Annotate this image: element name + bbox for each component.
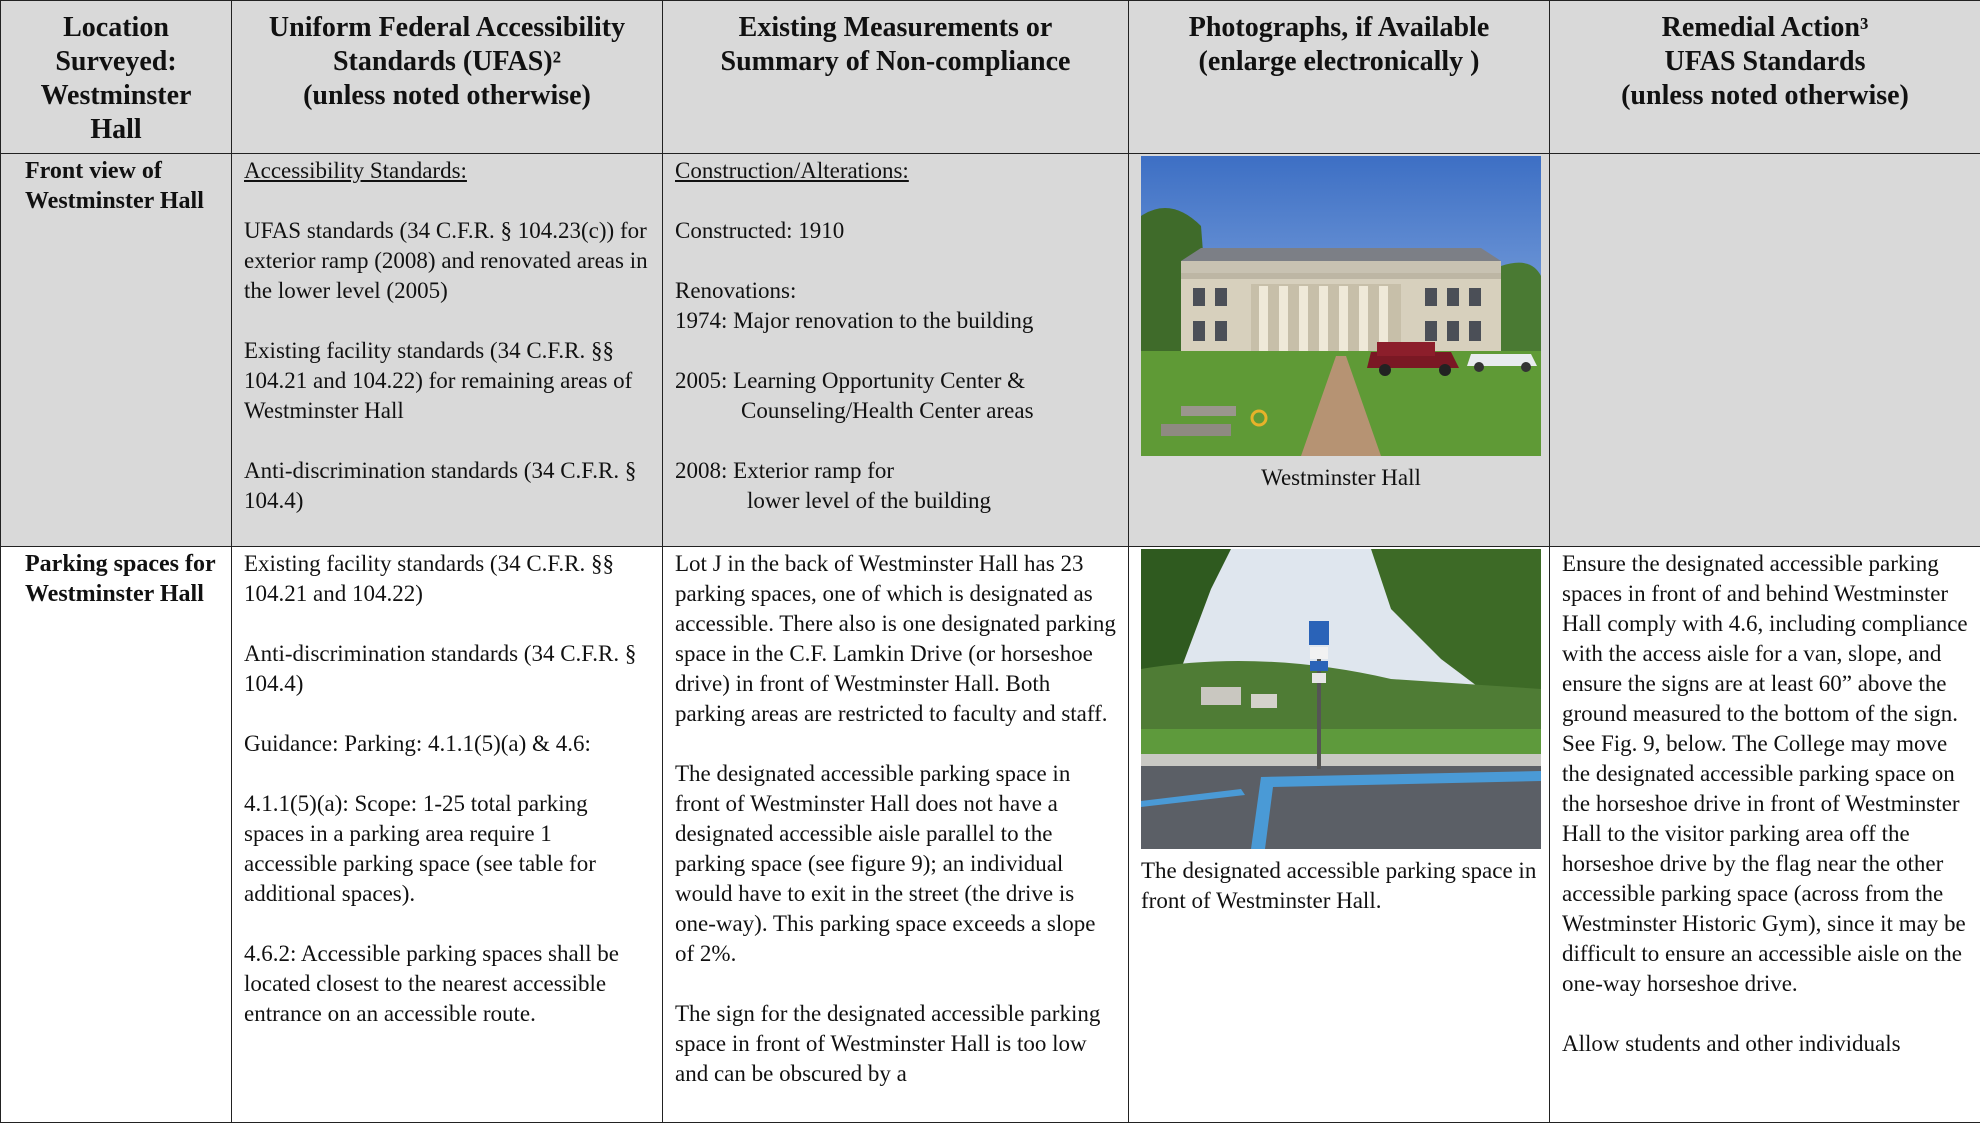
header-photographs <box>1129 1 1550 154</box>
photo-cell <box>1129 154 1550 547</box>
standards-paragraph: Existing facility standards (34 C.F.R. §§ 104.21 and 104.22) <box>244 549 650 609</box>
location-cell <box>1 547 232 1123</box>
renovation-2008: 2008: Exterior ramp for <box>675 456 1116 486</box>
header-line: Existing Measurements or <box>669 11 1122 45</box>
standards-paragraph: UFAS standards (34 C.F.R. § 104.23(c)) for exterior ramp (2008) and renovated areas in the lower level (2005) <box>244 216 650 306</box>
measurement-paragraph: The sign for the designated accessible parking space in front of Westminster Hall is too low and can be obscured by a <box>675 999 1116 1089</box>
measurements-cell <box>663 547 1129 1123</box>
header-line: Westminster <box>7 79 225 113</box>
renovation-2005-detail: Counseling/Health Center areas <box>675 396 1116 426</box>
constructed-year: Constructed: 1910 <box>675 216 1116 246</box>
remedial-paragraph: Allow students and other individuals <box>1562 1029 1968 1059</box>
standards-paragraph: Anti-discrimination standards (34 C.F.R. § 104.4) <box>244 639 650 699</box>
header-line: Photographs, if Available <box>1135 11 1543 45</box>
header-line: (unless noted otherwise) <box>1556 79 1974 113</box>
photo-caption: The designated accessible parking space in front of Westminster Hall. <box>1141 856 1541 916</box>
header-line: Location <box>7 11 225 45</box>
header-existing-measurements <box>663 1 1129 154</box>
construction-heading: Construction/Alterations: <box>675 156 1116 186</box>
header-location-surveyed <box>1 1 232 154</box>
standards-paragraph: Anti-discrimination standards (34 C.F.R. § 104.4) <box>244 456 650 516</box>
measurement-paragraph: The designated accessible parking space in front of Westminster Hall does not have a designated accessible aisle parallel to the parking space (see figure 9); an individual would have to exit in the street (the drive is one-way). This parking space exceeds a slope of 2%. <box>675 759 1116 969</box>
header-line: Hall <box>7 113 225 147</box>
photo-cell <box>1129 547 1550 1123</box>
header-line: Standards (UFAS)² <box>238 45 656 79</box>
header-line: (enlarge electronically ) <box>1135 45 1543 79</box>
remedial-cell <box>1550 547 1980 1123</box>
header-remedial-action <box>1550 1 1980 154</box>
table-row <box>1 154 1980 547</box>
standards-cell <box>232 154 663 547</box>
renovation-2008-detail: lower level of the building <box>675 486 1116 516</box>
location-name: Parking spaces for Westminster Hall <box>25 551 215 607</box>
parking-space-photo <box>1141 549 1541 854</box>
header-line: UFAS Standards <box>1556 45 1974 79</box>
header-ufas-standards <box>232 1 663 154</box>
header-line: Surveyed: <box>7 45 225 79</box>
standards-paragraph: Guidance: Parking: 4.1.1(5)(a) & 4.6: <box>244 729 650 759</box>
header-line: Summary of Non-compliance <box>669 45 1122 79</box>
measurement-paragraph: Lot J in the back of Westminster Hall has 23 parking spaces, one of which is designated as accessible. There also is one designated parking space in the C.F. Lamkin Drive (or horseshoe drive) in front of Westminster Hall. Both parking areas are restricted to faculty and staff. <box>675 549 1116 729</box>
standards-heading: Accessibility Standards: <box>244 156 650 186</box>
remedial-paragraph: Ensure the designated accessible parking spaces in front of and behind Westminster Hall comply with 4.6, including compliance with the access aisle for a van, slope, and ensure the signs are at least 60” above the ground measured to the bottom of the sign. See Fig. 9, below. The College may move the designated accessible parking space on the horseshoe drive in front of Westminster Hall to the visitor parking area off the horseshoe drive by the flag near the other accessible parking space (across from the Westminster Historic Gym), since it may be difficult to ensure an accessible aisle on the one-way horseshoe drive. <box>1562 549 1968 999</box>
renovation-2005: 2005: Learning Opportunity Center & <box>675 366 1116 396</box>
renovation-1974: 1974: Major renovation to the building <box>675 306 1116 336</box>
standards-paragraph: 4.6.2: Accessible parking spaces shall be located closest to the nearest accessible entrance on an accessible route. <box>244 939 650 1029</box>
remedial-cell <box>1550 154 1980 547</box>
measurements-cell <box>663 154 1129 547</box>
photo-caption: Westminster Hall <box>1141 463 1541 493</box>
table-row <box>1 547 1980 1123</box>
standards-paragraph: Existing facility standards (34 C.F.R. §§ 104.21 and 104.22) for remaining areas of Westminster Hall <box>244 336 650 426</box>
header-line: Uniform Federal Accessibility <box>238 11 656 45</box>
header-line: Remedial Action³ <box>1556 11 1974 45</box>
table-header <box>1 1 1980 154</box>
location-name: Front view of Westminster Hall <box>25 158 204 214</box>
standards-cell <box>232 547 663 1123</box>
westminster-hall-photo <box>1141 156 1541 461</box>
header-line: (unless noted otherwise) <box>238 79 656 113</box>
standards-paragraph: 4.1.1(5)(a): Scope: 1-25 total parking spaces in a parking area require 1 accessible parking space (see table for additional spaces). <box>244 789 650 909</box>
location-cell <box>1 154 232 547</box>
renovations-label: Renovations: <box>675 276 1116 306</box>
